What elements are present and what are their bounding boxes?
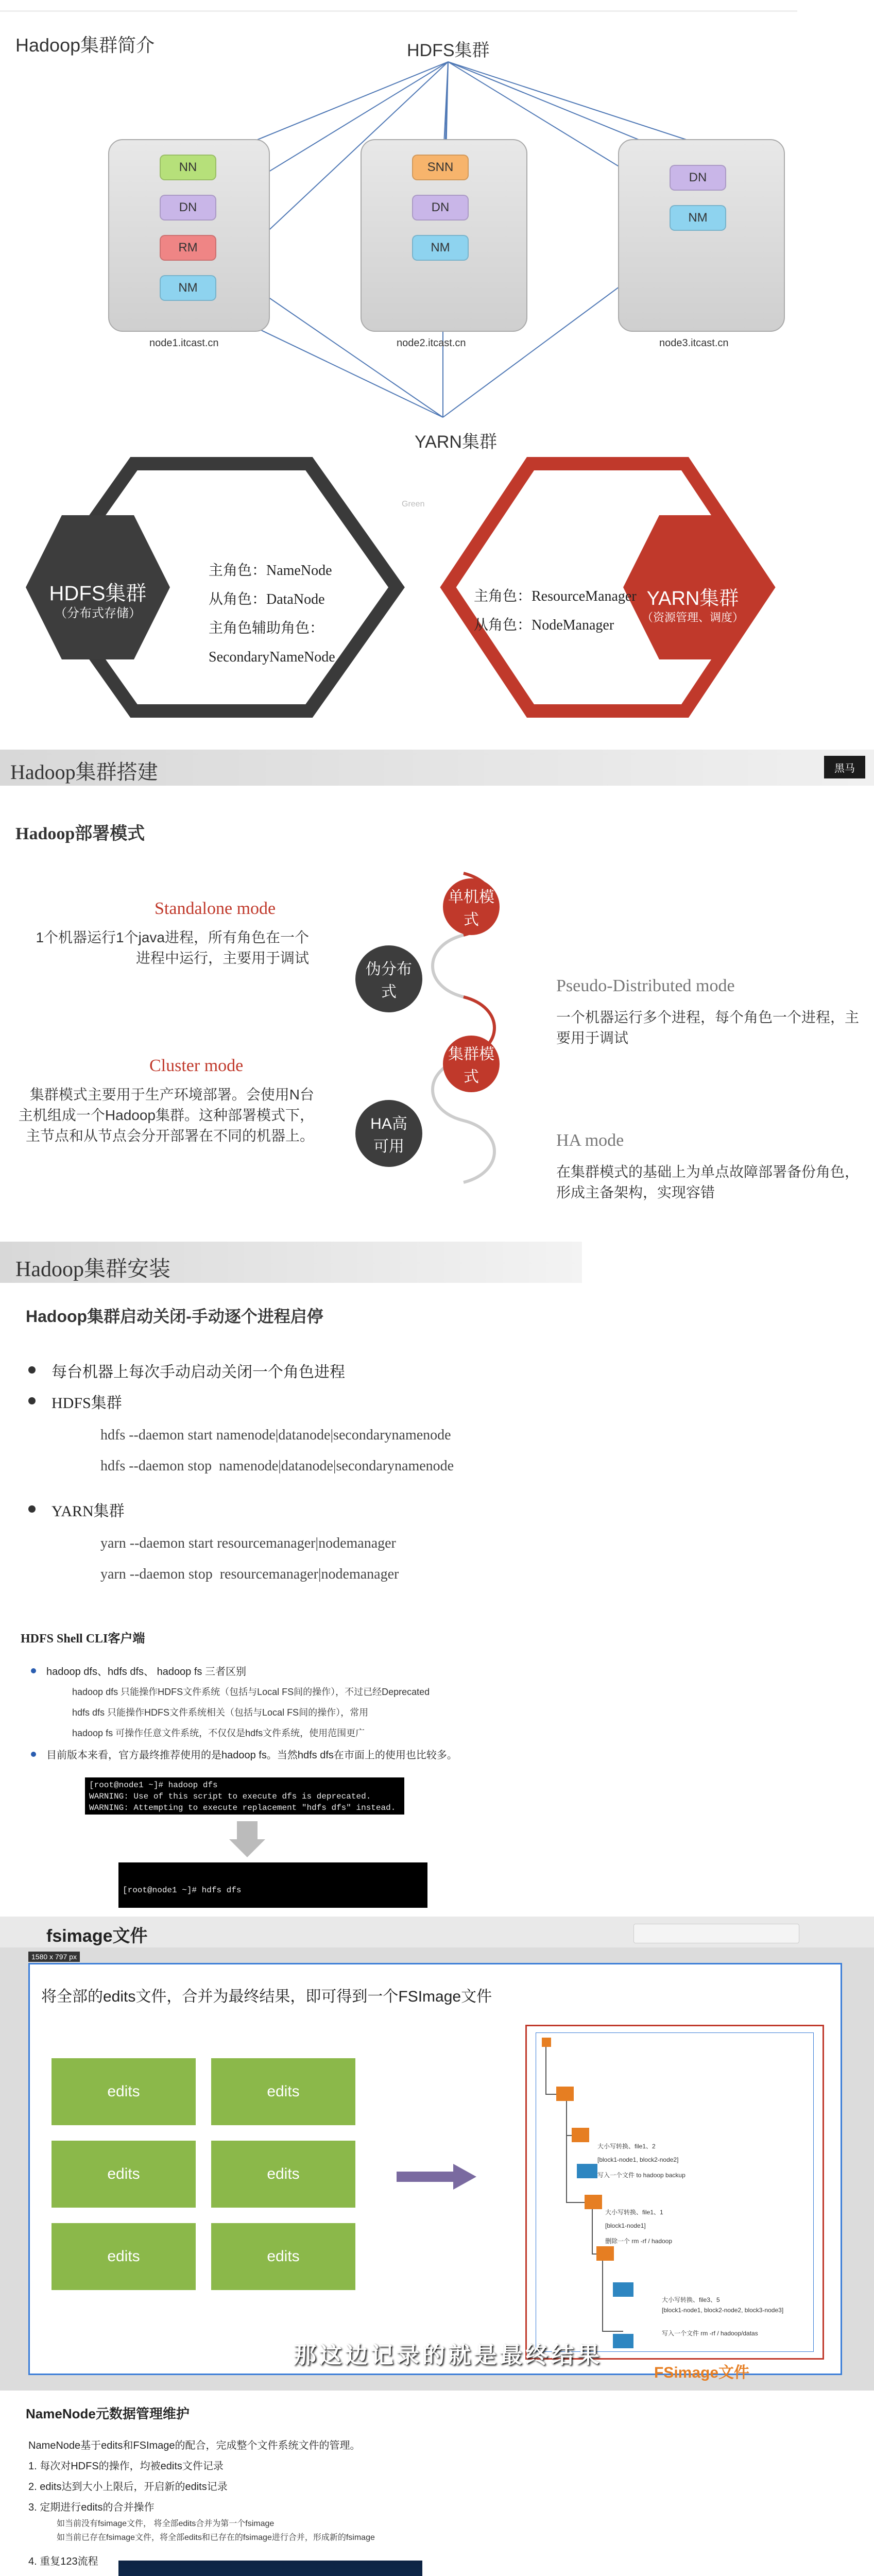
role-snn: SNN	[412, 155, 469, 180]
hdfs-role-line: SecondaryNameNode	[209, 649, 335, 665]
bullet	[28, 1397, 36, 1404]
terminal-usage	[118, 1862, 427, 1908]
bullet	[31, 1668, 36, 1673]
terminal-line: WARNING: Use of this script to execute dfs is deprecated.	[89, 1792, 371, 1801]
down-arrow-icon	[227, 1819, 268, 1860]
node3-host: node3.itcast.cn	[659, 337, 729, 349]
slide-subtitle: Hadoop集群启动关闭-手动逐个进程启停	[26, 1307, 323, 1326]
tree-label: 删除一个 rm -rf / hadoop	[605, 2238, 673, 2245]
slide-title: HDFS Shell CLI客户端	[21, 1632, 145, 1646]
tree-label: 写入一个文件 to hadoop backup	[597, 2172, 686, 2179]
tree-diagram	[536, 2032, 814, 2352]
role-nm: NM	[412, 235, 469, 261]
role-nm: NM	[160, 275, 216, 301]
bullet-text: 每台机器上每次手动启动关闭一个角色进程	[52, 1364, 345, 1381]
mode-badge: 单机模式	[443, 878, 500, 935]
step-item: 4. 重复123流程	[28, 2556, 98, 2567]
tree-label: 大小写转换、file1、1	[605, 2209, 663, 2216]
role-dn: DN	[160, 195, 216, 221]
sub-line: hdfs dfs 只能操作HDFS文件系统相关（包括与Local FS间的操作），常用	[72, 1707, 369, 1718]
hdfs-role-line: 从角色：DataNode	[209, 591, 325, 607]
dimension-label: 1580 x 797 px	[28, 1952, 80, 1962]
mode-name: Cluster mode	[149, 1056, 244, 1075]
tree-label: [block1-node1, block2-node2, block3-node3]	[662, 2307, 784, 2314]
role-nn: NN	[160, 155, 216, 180]
fsimage-label: FSimage文件	[654, 2364, 750, 2381]
yarn-cluster-label: YARN集群	[415, 432, 497, 452]
edits-box: edits	[211, 2141, 355, 2208]
bullet-text: 目前版本来看，官方最终推荐使用的是hadoop fs。当然hdfs dfs在市面上的使用也比较多。	[46, 1750, 457, 1761]
terminal-deprecated	[85, 1777, 404, 1815]
bullet-text: hadoop dfs、hdfs dfs、 hadoop fs 三者区别	[46, 1666, 246, 1677]
video-caption: 那这边记录的就是最终结果	[294, 2343, 603, 2368]
role-dn: DN	[412, 195, 469, 221]
bullet	[28, 1505, 36, 1513]
faint-text: Green	[402, 500, 425, 509]
tree-label: [block1-node1]	[605, 2222, 646, 2229]
mode-name: Pseudo-Distributed mode	[556, 976, 735, 995]
command-line: hdfs --daemon stop namenode|datanode|secondarynamenode	[100, 1458, 454, 1474]
role-rm: RM	[160, 235, 216, 261]
mode-name: Standalone mode	[155, 899, 276, 918]
bullet	[31, 1752, 36, 1757]
slide-deploy-modes	[0, 750, 874, 1239]
slide-title: Hadoop集群搭建	[10, 760, 158, 784]
sub-step: 如当前没有fsimage文件， 将全部edits合并为第一个fsimage	[57, 2519, 275, 2528]
yarn-role-line: 从角色：NodeManager	[474, 617, 614, 633]
slide-title: Hadoop集群简介	[15, 35, 155, 56]
edits-file-listing	[118, 2561, 422, 2576]
slide-hdfs-shell	[0, 1623, 494, 1911]
terminal-line: WARNING: Attempting to execute replacement "hdfs dfs" instead.	[89, 1803, 396, 1812]
edits-box: edits	[52, 2223, 196, 2290]
command-line: yarn --daemon start resourcemanager|nodemanager	[100, 1535, 396, 1551]
sub-line: hadoop fs 可操作任意文件系统，不仅仅是hdfs文件系统，使用范围更广	[72, 1728, 365, 1738]
sub-line: hadoop dfs 只能操作HDFS文件系统（包括与Local FS间的操作），不过已经Deprecated	[72, 1687, 430, 1697]
bullet-text: HDFS集群	[52, 1395, 122, 1412]
step-item: 3. 定期进行edits的合并操作	[28, 2502, 155, 2513]
slide-cluster-install	[0, 1242, 582, 1623]
slide-cluster-intro	[0, 0, 797, 747]
hdfs-role-line: 主角色辅助角色：	[209, 620, 324, 636]
mode-desc: 1个机器运行1个java进程，所有角色在一个进程中运行，主要用于调试	[36, 929, 309, 966]
mode-badge: 伪分布式	[355, 945, 422, 1012]
edits-box: edits	[52, 2058, 196, 2125]
sub-step: 如当前已存在fsimage文件，将全部edits和已存在的fsimage进行合并，形成新的fsimage	[57, 2533, 375, 2542]
hdfs-role-list	[209, 556, 335, 672]
tree-label: 大小写转换、file1、2	[597, 2143, 656, 2150]
terminal-line: [root@node1 ~]# hadoop dfs	[89, 1781, 218, 1790]
hdfs-hex-title: HDFS集群	[49, 582, 147, 605]
yarn-role-line: 主角色：ResourceManager	[474, 588, 637, 604]
mode-desc: 一个机器运行多个进程，每个角色一个进程，主要用于调试	[556, 1009, 860, 1046]
slide-title: NameNode元数据管理维护	[26, 2406, 190, 2421]
bullet-text: YARN集群	[52, 1503, 125, 1520]
command-line: hdfs --daemon start namenode|datanode|secondarynamenode	[100, 1427, 451, 1443]
node2-host: node2.itcast.cn	[397, 337, 466, 349]
edits-box: edits	[211, 2223, 355, 2290]
role-dn: DN	[670, 165, 726, 191]
mode-badge: HA高可用	[355, 1100, 422, 1167]
yarn-hex-subtitle: （资源管理、调度）	[641, 611, 744, 624]
slide-fsimage	[0, 1917, 874, 2391]
tree-label: 写入一个文件 rm -rf / hadoop/datas	[662, 2330, 758, 2337]
command-line: yarn --daemon stop resourcemanager|nodemanager	[100, 1566, 399, 1582]
node1-host: node1.itcast.cn	[149, 337, 219, 349]
slide-subtitle: Hadoop部署模式	[15, 824, 145, 843]
right-arrow-icon	[397, 2161, 479, 2192]
step-item: 1. 每次对HDFS的操作，均被edits文件记录	[28, 2461, 224, 2472]
logo: 黑马	[824, 756, 865, 778]
yarn-hex-title: YARN集群	[646, 588, 739, 609]
mode-name: HA mode	[556, 1131, 624, 1150]
hdfs-cluster-label: HDFS集群	[407, 41, 490, 60]
edits-box: edits	[211, 2058, 355, 2125]
terminal-line: [root@node1 ~]# hdfs dfs	[123, 1886, 242, 1895]
bullet	[28, 1366, 36, 1374]
slide-namenode-metadata	[0, 2396, 507, 2576]
yarn-role-list	[474, 582, 637, 640]
annotation-toolbar[interactable]	[633, 1924, 799, 1943]
tree-label: [block1-node1, block2-node2]	[597, 2156, 679, 2163]
slide-title: Hadoop集群安装	[15, 1258, 170, 1281]
hdfs-role-line: 主角色：NameNode	[209, 563, 332, 579]
mode-desc: 集群模式主要用于生产环境部署。会使用N台主机组成一个Hadoop集群。这种部署模式下，主节点和从节点会分开部署在不同的机器上。	[18, 1087, 314, 1144]
mode-desc: 在集群模式的基础上为单点故障部署备份角色，形成主备架构，实现容错	[556, 1164, 860, 1200]
hdfs-hex-subtitle: （分布式存储）	[55, 606, 141, 620]
role-nm: NM	[670, 205, 726, 231]
edits-box: edits	[52, 2141, 196, 2208]
fsimage-desc: 将全部的edits文件，合并为最终结果，即可得到一个FSImage文件	[41, 1988, 492, 2005]
tree-label: 大小写转换、file3、5	[662, 2296, 720, 2303]
slide-title: fsimage文件	[46, 1926, 148, 1946]
intro-text: NameNode基于edits和FSImage的配合，完成整个文件系统文件的管理。	[28, 2440, 361, 2451]
step-item: 2. edits达到大小上限后，开启新的edits记录	[28, 2481, 228, 2493]
mode-badge: 集群模式	[443, 1036, 500, 1092]
